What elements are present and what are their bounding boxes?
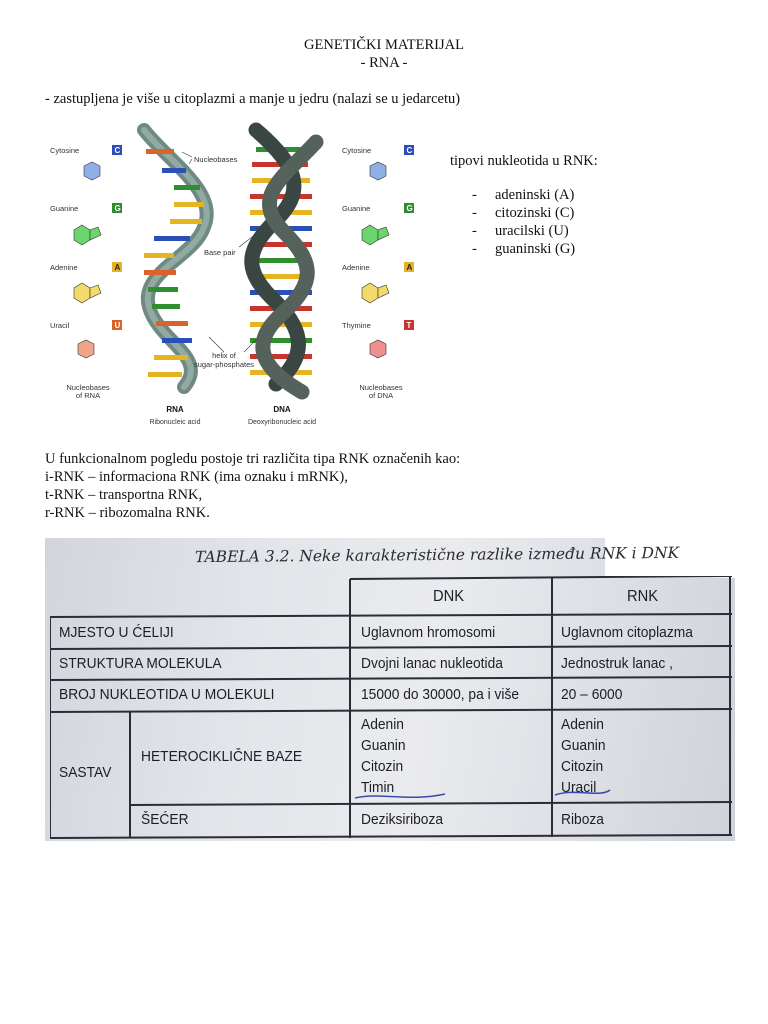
- row-label: BROJ NUKLEOTIDA U MOLEKULI: [59, 686, 275, 703]
- base-letter: C: [406, 146, 413, 155]
- helix-callout: sugar-phosphates: [193, 360, 255, 369]
- dnk-bases: Adenin Guanin Citozin Timin: [361, 716, 406, 796]
- column-header-rnk: RNK: [627, 588, 659, 605]
- base-pair-callout: Base pair: [204, 248, 236, 257]
- rna-label: RNA: [166, 405, 184, 414]
- dna-helix: [248, 130, 316, 426]
- bases-label: HETEROCIKLIČNE BAZE: [141, 748, 303, 765]
- sastav-label: SASTAV: [59, 764, 112, 781]
- guanine-molecule-icon: [74, 225, 90, 245]
- dna-bases-caption: Nucleobases: [359, 383, 403, 392]
- table-cell: Jednostruk lanac ,: [561, 655, 674, 672]
- list-item: - uracilski (U): [472, 223, 569, 239]
- cytosine-molecule-icon: [370, 162, 386, 180]
- page-subtitle: - RNA -: [360, 55, 408, 71]
- table-cell: Dvojni lanac nukleotida: [361, 655, 503, 672]
- intro-text: - zastupljena je više u citoplazmi a manje u jedru (nalazi se u jedarcetu): [45, 91, 461, 107]
- uracil-molecule-icon: [78, 340, 94, 358]
- base-letter: U: [114, 321, 121, 330]
- base-letter: T: [406, 321, 412, 330]
- table-grid: [50, 576, 732, 841]
- list-item: - guaninski (G): [472, 241, 576, 257]
- sugar-label: ŠEĆER: [141, 811, 189, 828]
- nucleotide-types: [450, 152, 598, 258]
- thymine-molecule-icon: [370, 340, 386, 358]
- rna-full-name: Ribonucleic acid: [149, 419, 201, 426]
- adenine-molecule-icon: [362, 283, 378, 303]
- table-caption: TABELA 3.2. Neke karakteristične razlike između RNK i DNK: [195, 543, 680, 567]
- base-letter: A: [114, 263, 121, 272]
- base-name: Uracil: [50, 321, 70, 330]
- rna-type-line: r-RNK – ribozomalna RNK.: [45, 505, 210, 521]
- rnk-sugar: Riboza: [561, 811, 604, 828]
- table-cell: 20 – 6000: [561, 686, 623, 703]
- rna-dna-illustration: [44, 122, 414, 432]
- base-name: Adenine: [50, 263, 78, 272]
- rna-bases-caption: Nucleobases: [66, 383, 110, 392]
- page-title: GENETIČKI MATERIJAL: [304, 37, 464, 53]
- dna-label: DNA: [273, 405, 291, 414]
- base-name: Thymine: [342, 321, 371, 330]
- base-name: Guanine: [342, 204, 371, 213]
- nucleotide-types-heading: tipovi nukleotida u RNK:: [450, 153, 598, 169]
- scanned-comparison-table: [45, 538, 735, 841]
- rna-type-line: t-RNK – transportna RNK,: [45, 487, 203, 503]
- rna-bases-caption: of RNA: [75, 391, 101, 400]
- adenine-molecule-icon: [74, 283, 90, 303]
- column-header-dnk: DNK: [433, 588, 465, 605]
- row-label: STRUKTURA MOLEKULA: [59, 655, 222, 672]
- guanine-molecule-icon: [362, 225, 378, 245]
- list-item: - adeninski (A): [472, 187, 575, 203]
- functional-intro: U funkcionalnom pogledu postoje tri različita tipa RNK označenih kao:: [45, 451, 461, 467]
- nucleobases-callout: Nucleobases: [194, 155, 238, 164]
- base-letter: G: [114, 204, 121, 213]
- cytosine-molecule-icon: [84, 162, 100, 180]
- rna-helix: [144, 130, 207, 426]
- table-cell: Uglavnom citoplazma: [561, 624, 693, 641]
- dna-bases-caption: of DNA: [368, 391, 394, 400]
- helix-callout: helix of: [212, 351, 236, 360]
- list-item: - citozinski (C): [472, 205, 575, 221]
- left-bases-panel: [50, 145, 122, 400]
- right-bases-panel: [342, 145, 414, 400]
- dna-full-name: Deoxyribonucleic acid: [247, 419, 317, 426]
- table-cell: Uglavnom hromosomi: [361, 624, 496, 641]
- rna-type-line: i-RNK – informaciona RNK (ima oznaku i mRNK),: [45, 469, 348, 485]
- base-letter: C: [114, 146, 121, 155]
- base-letter: G: [406, 204, 413, 213]
- table-cell: 15000 do 30000, pa i više: [361, 686, 520, 703]
- rnk-bases: Adenin Guanin Citozin Uracil: [561, 716, 606, 796]
- dnk-sugar: Deziksiriboza: [361, 811, 444, 828]
- base-name: Cytosine: [342, 146, 372, 155]
- rna-dna-figure: [44, 122, 414, 432]
- base-name: Guanine: [50, 204, 79, 213]
- base-name: Adenine: [342, 263, 370, 272]
- row-label: MJESTO U ĆELIJI: [59, 624, 174, 641]
- base-name: Cytosine: [50, 146, 80, 155]
- base-letter: A: [406, 263, 413, 272]
